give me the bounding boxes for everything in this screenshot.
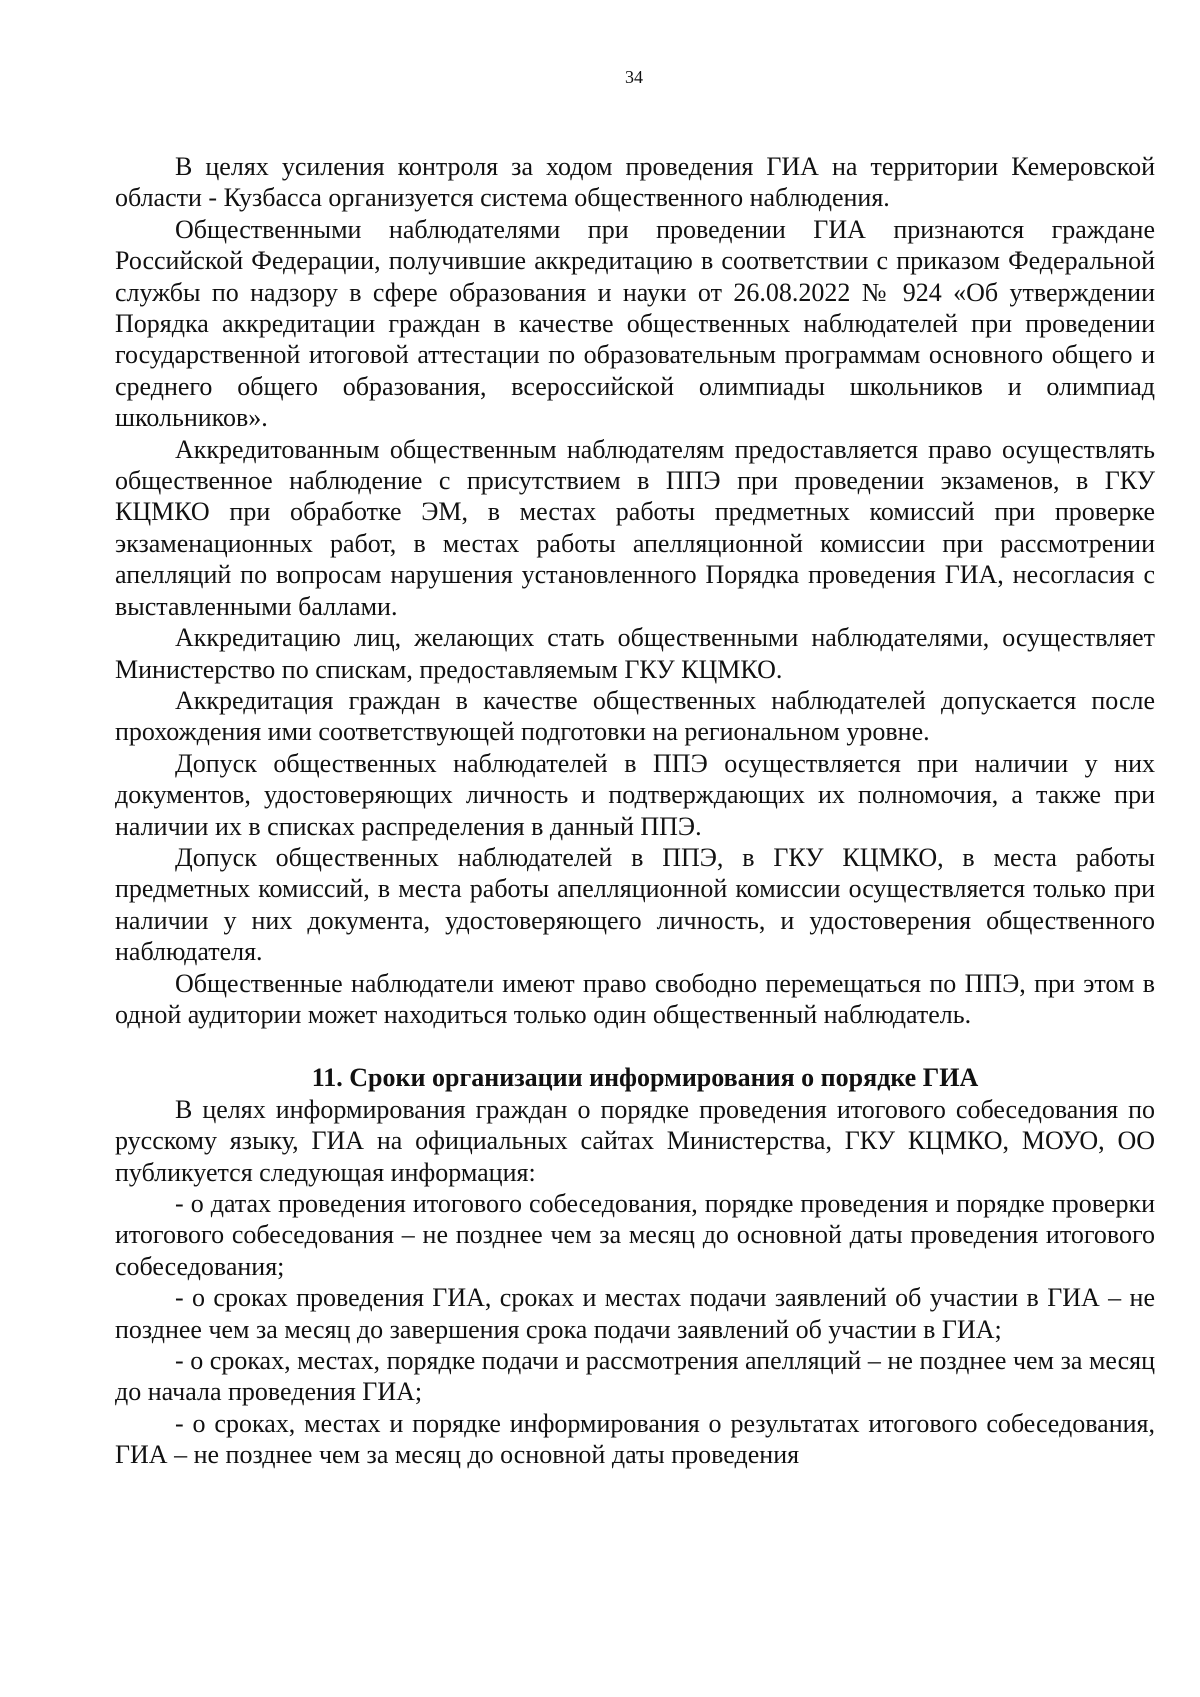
- paragraph-accreditation-ministry: Аккредитацию лиц, желающих стать общественными наблюдателями, осуществляет Министерство по спискам, предоставляемым ГКУ КЦМКО.: [115, 623, 1155, 684]
- section-intro: В целях информирования граждан о порядке проведения итогового собеседования по русскому языку, ГИА на официальных сайтах Министерства, ГКУ КЦМКО, МОУО, ОО публикуется следующая информация:: [115, 1094, 1155, 1187]
- paragraph-admission-ppe: Допуск общественных наблюдателей в ППЭ осуществляется при наличии у них документов, удостоверяющих личность и подтверждающих их полномочия, а также при наличии их в списках распределения в данный ППЭ.: [115, 748, 1155, 841]
- paragraph-accreditation-training: Аккредитация граждан в качестве общественных наблюдателей допускается после прохождения ими соответствующей подготовки на региональном уровне.: [115, 685, 1155, 747]
- paragraph-observers-rights: Аккредитованным общественным наблюдателям предоставляется право осуществлять общественное наблюдение с присутствием в ППЭ при проведении экзаменов, в ГКУ КЦМКО при обработке ЭМ, в местах работы предметных комиссий при проверке экзаменационных работ, в местах работы апелляционной комиссии при рассмотрении апелляций по вопросам нарушения установленного Порядка проведения ГИА, несогласия с выставленными баллами.: [115, 434, 1155, 621]
- paragraph-admission-documents: Допуск общественных наблюдателей в ППЭ, в ГКУ КЦМКО, в места работы предметных комиссий, в места работы апелляционной комиссии осуществляется только при наличии у них документа, удостоверяющего личность, и удостоверения общественного наблюдателя.: [115, 842, 1155, 967]
- document-body: [115, 151, 1155, 1471]
- paragraph-observers-definition: Общественными наблюдателями при проведении ГИА признаются граждане Российской Федерации, получившие аккредитацию в соответствии с приказом Федеральной службы по надзору в сфере образования и науки от 26.08.2022 № 924 «Об утверждении Порядка аккредитации граждан в качестве общественных наблюдателей при проведении государственной итоговой аттестации по образовательным программам основного общего и среднего общего образования, всероссийской олимпиады школьников и олимпиад школьников».: [115, 214, 1155, 433]
- paragraph-observer-movement: Общественные наблюдатели имеют право свободно перемещаться по ППЭ, при этом в одной аудитории может находиться только один общественный наблюдатель.: [115, 968, 1155, 1029]
- page-number: 34: [625, 67, 643, 87]
- list-item-results-info: - о сроках, местах и порядке информирования о результатах итогового собеседования, ГИА – не позднее чем за месяц до основной даты проведения: [115, 1408, 1155, 1470]
- list-item-gia-terms: - о сроках проведения ГИА, сроках и местах подачи заявлений об участии в ГИА – не позднее чем за месяц до завершения срока подачи заявлений об участии в ГИА;: [115, 1283, 1155, 1344]
- list-item-appeals: - о сроках, местах, порядке подачи и рассмотрения апелляций – не позднее чем за месяц до начала проведения ГИА;: [115, 1346, 1155, 1407]
- list-item-interview-dates: - о датах проведения итогового собеседования, порядке проведения и порядке проверки итогового собеседования – не позднее чем за месяц до основной даты проведения итогового собеседования;: [115, 1189, 1155, 1281]
- paragraph-observation-system: В целях усиления контроля за ходом проведения ГИА на территории Кемеровской области - Кузбасса организуется система общественного наблюдения.: [115, 152, 1155, 213]
- section-heading: 11. Сроки организации информирования о порядке ГИА: [311, 1063, 979, 1093]
